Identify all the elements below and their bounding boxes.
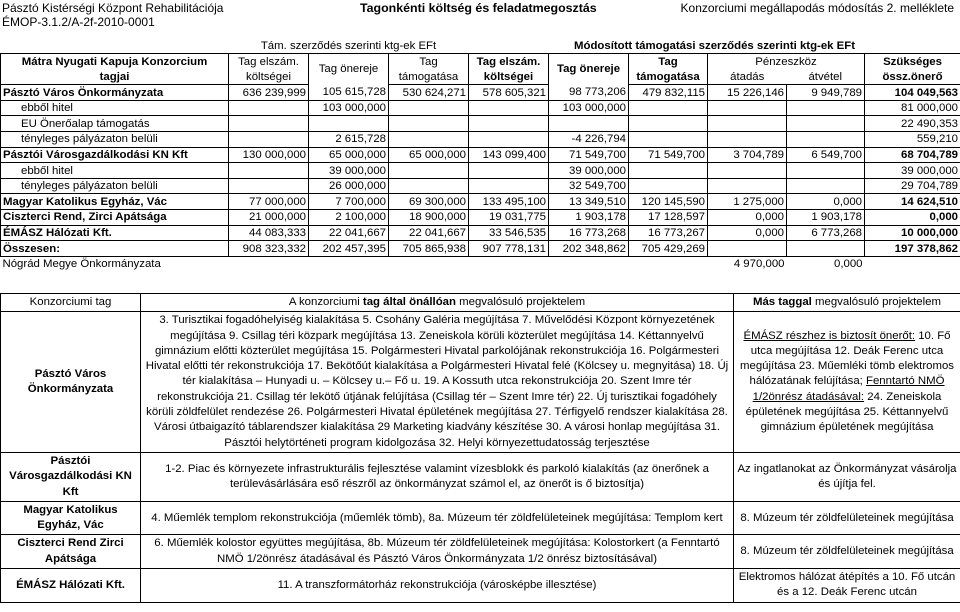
cost-cell: 103 000,000 bbox=[549, 100, 629, 116]
cost-cell bbox=[469, 132, 549, 148]
cost-cell bbox=[229, 100, 309, 116]
project-title: Pásztó Kistérségi Központ Rehabilitációja bbox=[2, 1, 224, 15]
cost-row bbox=[1, 85, 960, 101]
cost-table bbox=[0, 38, 960, 272]
member-name: Összesen: bbox=[1, 241, 229, 257]
cost-cell: 103 000,000 bbox=[309, 100, 389, 116]
project-code: ÉMOP-3.1.2/A-2f-2010-0001 bbox=[2, 15, 155, 29]
cost-cell bbox=[389, 100, 469, 116]
cost-cell: 98 773,206 bbox=[549, 85, 629, 101]
cost-cell: 21 000,000 bbox=[229, 210, 309, 226]
cost-cell: 65 000,000 bbox=[389, 147, 469, 163]
task-col-member: Konzorciumi tag bbox=[1, 294, 141, 312]
task-other: 8. Múzeum tér zöldfelületeinek megújítása bbox=[734, 535, 960, 569]
cost-cell: 6 773,268 bbox=[787, 225, 865, 241]
task-col-own: A konzorciumi tag által önállóan megvalósuló projektelem bbox=[141, 294, 734, 312]
cost-cell: 479 832,115 bbox=[629, 85, 708, 101]
cost-cell: 0,000 bbox=[865, 210, 960, 226]
cost-cell: 130 000,000 bbox=[229, 147, 309, 163]
cost-cell bbox=[389, 116, 469, 132]
cost-cell bbox=[708, 116, 787, 132]
cost-cell: 9 949,789 bbox=[787, 85, 865, 101]
cost-cell: 71 549,700 bbox=[549, 147, 629, 163]
member-name: Ciszterci Rend, Zirci Apátsága bbox=[1, 210, 229, 226]
cost-row bbox=[1, 256, 960, 272]
cost-cell bbox=[229, 256, 309, 272]
cost-cell: 907 778,131 bbox=[469, 241, 549, 257]
project-info bbox=[2, 1, 223, 29]
cost-cell: 39 000,000 bbox=[865, 163, 960, 179]
cost-cell bbox=[469, 163, 549, 179]
cost-cell bbox=[787, 132, 865, 148]
member-name: Magyar Katolikus Egyház, Vác bbox=[1, 194, 229, 210]
task-row bbox=[1, 501, 960, 535]
cost-row bbox=[1, 210, 960, 226]
cost-row bbox=[1, 116, 960, 132]
cost-cell bbox=[708, 163, 787, 179]
cost-table-body bbox=[1, 85, 960, 272]
cost-cell bbox=[469, 116, 549, 132]
cost-cell bbox=[787, 116, 865, 132]
attachment-label: Konzorciumi megállapodás módosítás 2. melléklete bbox=[680, 1, 954, 15]
cost-cell: 77 000,000 bbox=[229, 194, 309, 210]
cost-cell: -4 226,794 bbox=[549, 132, 629, 148]
cost-cell bbox=[229, 132, 309, 148]
cost-cell: 17 128,597 bbox=[629, 210, 708, 226]
cost-cell: 530 624,271 bbox=[389, 85, 469, 101]
cost-cell bbox=[229, 116, 309, 132]
cost-cell bbox=[389, 132, 469, 148]
cost-cell: 0,000 bbox=[787, 194, 865, 210]
col-receive: átvétel bbox=[787, 69, 865, 85]
task-member: ÉMÁSZ Hálózati Kft. bbox=[1, 569, 141, 603]
cost-cell bbox=[629, 163, 708, 179]
cost-cell: 22 041,667 bbox=[389, 225, 469, 241]
cost-cell: 1 903,178 bbox=[549, 210, 629, 226]
task-own: 1-2. Piac és környezete infrastrukturális fejlesztése valamint vízesblokk és parkoló kialakítás (az önerőnek a terülevásárlására eső részről az önkormányzat számol el, az önerőt is ő biztosítja) bbox=[141, 452, 734, 501]
task-col-other: Más taggal megvalósuló projektelem bbox=[734, 294, 960, 312]
task-table bbox=[0, 293, 960, 603]
task-other: 8. Múzeum tér zöldfelületeinek megújítása bbox=[734, 501, 960, 535]
cost-cell: 68 704,789 bbox=[865, 147, 960, 163]
cost-cell: 1 275,000 bbox=[708, 194, 787, 210]
task-other: Elektromos hálózat átépítés a 10. Fő utcán és a 12. Deák Ferenc utcán bbox=[734, 569, 960, 603]
cost-cell bbox=[389, 163, 469, 179]
cost-cell bbox=[629, 178, 708, 194]
cost-cell bbox=[389, 256, 469, 272]
col-own1: Tag önereje bbox=[309, 54, 389, 85]
cost-cell: 104 049,563 bbox=[865, 85, 960, 101]
cost-cell bbox=[629, 256, 708, 272]
col-cost1: Tag elszám. bbox=[229, 54, 309, 70]
cost-cell bbox=[469, 100, 549, 116]
cost-cell bbox=[469, 178, 549, 194]
cost-cell: 143 099,400 bbox=[469, 147, 549, 163]
cost-cell: 39 000,000 bbox=[549, 163, 629, 179]
cost-cell: 636 239,999 bbox=[229, 85, 309, 101]
cost-cell: 197 378,862 bbox=[865, 241, 960, 257]
member-name: tényleges pályázaton belüli bbox=[1, 132, 229, 148]
cost-cell: 22 490,353 bbox=[865, 116, 960, 132]
task-header-row bbox=[1, 294, 960, 312]
cost-cell: 69 300,000 bbox=[389, 194, 469, 210]
task-member: Pásztói Városgazdálkodási KN Kft bbox=[1, 452, 141, 501]
cost-cell: 7 700,000 bbox=[309, 194, 389, 210]
task-row bbox=[1, 312, 960, 453]
task-row bbox=[1, 452, 960, 501]
cost-cell: 22 041,667 bbox=[309, 225, 389, 241]
task-member: Magyar Katolikus Egyház, Vác bbox=[1, 501, 141, 535]
cost-cell: 13 349,510 bbox=[549, 194, 629, 210]
cost-cell: 71 549,700 bbox=[629, 147, 708, 163]
task-other: ÉMÁSZ részhez is biztosít önerőt: 10. Fő utca megújítása 12. Deák Ferenc utca megújítása 23. Műemléki tömb elektromos hálózatának felújítása; Fenntartó NMÖ 1/2önrész átadásával: 24. Zeneiskola épületének megújítása 25. Kéttannyelvű gimnázium épületének megújítása bbox=[734, 312, 960, 453]
col-sub2: Tag bbox=[629, 54, 708, 70]
col-sub1: Tag bbox=[389, 54, 469, 70]
cost-cell bbox=[787, 100, 865, 116]
cost-cell: 16 773,268 bbox=[549, 225, 629, 241]
cost-cell: 16 773,267 bbox=[629, 225, 708, 241]
cost-cell bbox=[469, 256, 549, 272]
cost-cell: 10 000,000 bbox=[865, 225, 960, 241]
column-header-row-1 bbox=[1, 54, 960, 70]
cost-cell: 1 903,178 bbox=[787, 210, 865, 226]
task-row bbox=[1, 569, 960, 603]
member-name: ebből hitel bbox=[1, 163, 229, 179]
task-own: 3. Turisztikai fogadóhelyiség kialakítása 5. Csohány Galéria megújítása 7. Művelődési Központ környezetének megújítása 9. Csillag téri közpark megújítása 13. Zeneiskola körüli közterület megújítása 14. Kéttannyelvű gimnázium előtti közterület megújítása 15. Polgármesteri Hivatal parkolójának rekonstrukciója 16. Polgármesteri Hivatal előtti tér rekonstrukciója 17. Bekötőút kialakítása a Polgármesteri Hivatal felé (Kölcsey u. megnyitása) 18. Új tér kialakítása – Hunyadi u. – Kölcsey u.– Fő u. 19. A Kossuth utca rekonstrukciója 20. Szent Imre tér rekonstrukciója 21. Csillag tér lekötő útjának felújítása (Csillag tér – Szent Imre tér) 22. Új turisztikai fogadóhely körüli zöldfelület rendezése 26. Polgármesteri Hivatal épületének megújítása 27. Térfigyelő rendszer kialakítása 28. Városi útbaigazító táblarendszer kialakítása 29 Marketing kiadvány készítése 30. A városi honlap megújítása 31. Pásztói helytörténeti program kidolgozása 32. Helyi környezettudatosság terjesztése bbox=[141, 312, 734, 453]
cost-row bbox=[1, 194, 960, 210]
cost-cell: 2 100,000 bbox=[309, 210, 389, 226]
cost-cell bbox=[629, 116, 708, 132]
document-title: Tagonkénti költség és feladatmegosztás bbox=[360, 1, 597, 15]
task-other: Az ingatlanokat az Önkormányzat vásárolja és újítja fel. bbox=[734, 452, 960, 501]
member-name: EU Önerőalap támogatás bbox=[1, 116, 229, 132]
cost-cell bbox=[389, 178, 469, 194]
cost-cell: 65 000,000 bbox=[309, 147, 389, 163]
member-name: tényleges pályázaton belüli bbox=[1, 178, 229, 194]
cost-cell: 0,000 bbox=[833, 258, 863, 271]
cost-cell bbox=[865, 256, 960, 272]
cost-cell bbox=[708, 100, 787, 116]
member-name: ÉMÁSZ Hálózati Kft. bbox=[1, 225, 229, 241]
cost-row bbox=[1, 100, 960, 116]
cost-cell: 705 429,269 bbox=[629, 241, 708, 257]
cost-cell bbox=[708, 178, 787, 194]
cost-cell: 0,000 bbox=[708, 225, 787, 241]
member-name: Pásztói Városgazdálkodási KN Kft bbox=[1, 147, 229, 163]
cost-row bbox=[1, 147, 960, 163]
cost-cell: 44 083,333 bbox=[229, 225, 309, 241]
cost-cell bbox=[629, 100, 708, 116]
group-header-row bbox=[1, 38, 960, 54]
member-name: ebből hitel bbox=[1, 100, 229, 116]
cost-cell bbox=[309, 116, 389, 132]
cost-cell: 19 031,775 bbox=[469, 210, 549, 226]
task-own: 6. Műemlék kolostor együttes megújítása, 8b. Múzeum tér zöldfelületeinek megújítása: Kolostorkert (a Fenntartó NMÖ 1/2önrész átadásával és Pásztó Város Önkormányzata 1/2 önrész biztosításával) bbox=[141, 535, 734, 569]
cost-cell: 39 000,000 bbox=[309, 163, 389, 179]
cost-cell: 908 323,332 bbox=[229, 241, 309, 257]
cost-row bbox=[1, 241, 960, 257]
cost-cell: 105 615,728 bbox=[309, 85, 389, 101]
col-own2: Tag önereje bbox=[549, 54, 629, 85]
task-member: Ciszterci Rend Zirci Apátsága bbox=[1, 535, 141, 569]
cost-cell: 29 704,789 bbox=[865, 178, 960, 194]
member-name: Pásztó Város Önkormányzata bbox=[1, 85, 229, 101]
cost-cell bbox=[787, 241, 865, 257]
cost-cell: 3 704,789 bbox=[708, 147, 787, 163]
task-own: 11. A transzformátorház rekonstrukciója (városképbe illesztése) bbox=[141, 569, 734, 603]
cost-cell: 202 348,862 bbox=[549, 241, 629, 257]
cost-cell: 26 000,000 bbox=[309, 178, 389, 194]
cost-cell: 133 495,100 bbox=[469, 194, 549, 210]
member-name: Nógrád Megye Önkormányzata bbox=[2, 258, 161, 271]
cost-cell: 559,210 bbox=[865, 132, 960, 148]
cost-cell: 18 900,000 bbox=[389, 210, 469, 226]
col-cash: Pénzeszköz bbox=[708, 54, 865, 70]
task-member: Pásztó Város Önkormányzata bbox=[1, 312, 141, 453]
cost-cell: 202 457,395 bbox=[309, 241, 389, 257]
col-need: Szükséges bbox=[865, 54, 960, 70]
cost-cell: 0,000 bbox=[708, 210, 787, 226]
cost-cell bbox=[309, 256, 389, 272]
cost-cell bbox=[787, 178, 865, 194]
cost-cell bbox=[629, 132, 708, 148]
task-own: 4. Műemlék templom rekonstrukciója (műemlék tömb), 8a. Múzeum tér zöldfelületeinek megújítása: Templom kert bbox=[141, 501, 734, 535]
cost-row bbox=[1, 163, 960, 179]
cost-cell: 6 549,700 bbox=[787, 147, 865, 163]
col-cost2: Tag elszám. bbox=[469, 54, 549, 70]
cost-cell bbox=[708, 241, 787, 257]
cost-row bbox=[1, 225, 960, 241]
cost-cell: 15 226,146 bbox=[708, 85, 787, 101]
cost-cell: 705 865,938 bbox=[389, 241, 469, 257]
cost-cell bbox=[229, 163, 309, 179]
col-transfer: átadás bbox=[708, 69, 787, 85]
cost-cell bbox=[787, 163, 865, 179]
cost-cell: 2 615,728 bbox=[309, 132, 389, 148]
cost-cell: 14 624,510 bbox=[865, 194, 960, 210]
cost-cell: 81 000,000 bbox=[865, 100, 960, 116]
col-member: Mátra Nyugati Kapuja Konzorcium bbox=[1, 54, 229, 70]
page-header bbox=[0, 0, 960, 30]
cost-cell: 32 549,700 bbox=[549, 178, 629, 194]
cost-cell bbox=[229, 178, 309, 194]
column-header-row-2: tagjai költségei támogatása költségei támogatása átadás átvétel össz.önerő bbox=[1, 69, 960, 85]
cost-cell: 33 546,535 bbox=[469, 225, 549, 241]
cost-cell bbox=[549, 256, 629, 272]
task-row bbox=[1, 535, 960, 569]
cost-cell: 578 605,321 bbox=[469, 85, 549, 101]
group-modified: Módosított támogatási szerződés szerinti ktg-ek EFt bbox=[574, 39, 856, 52]
cost-row bbox=[1, 178, 960, 194]
cost-cell: 4 970,000 bbox=[733, 258, 785, 271]
cost-row bbox=[1, 132, 960, 148]
group-original: Tám. szerződés szerinti ktg-ek EFt bbox=[260, 39, 437, 52]
cost-cell: 120 145,590 bbox=[629, 194, 708, 210]
cost-cell bbox=[708, 132, 787, 148]
cost-cell bbox=[549, 116, 629, 132]
